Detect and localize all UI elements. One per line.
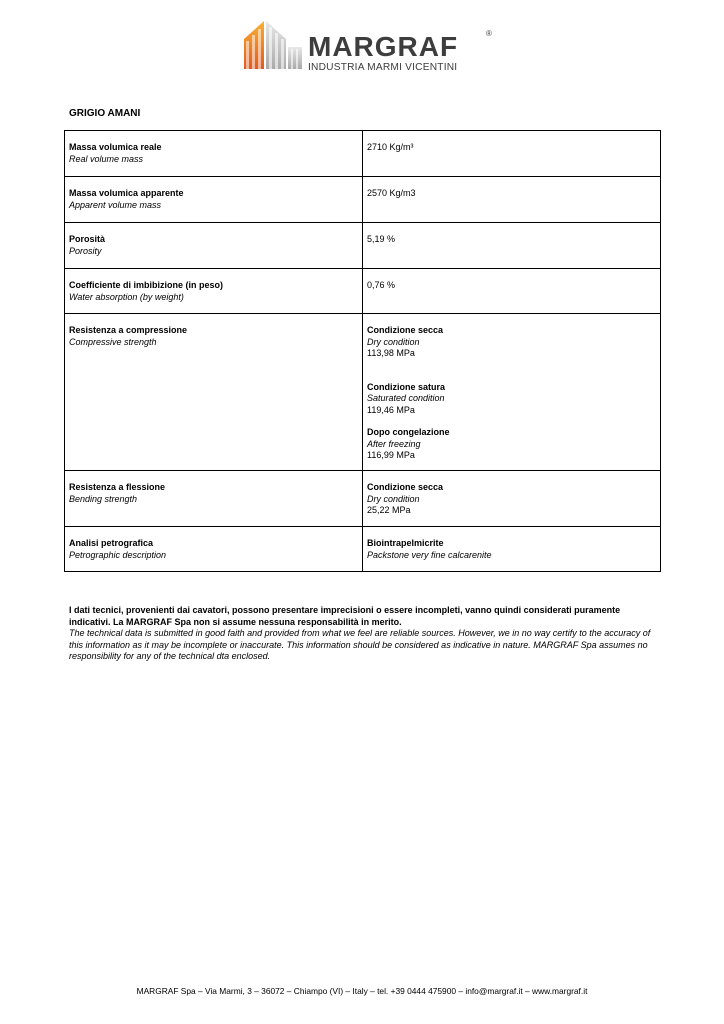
property-label-it: Resistenza a flessione (69, 482, 166, 492)
property-value-cell (363, 177, 661, 223)
petro-value-it: Biointrapelmicrite (367, 538, 444, 548)
footer-contact: MARGRAF Spa – Via Marmi, 3 – 36072 – Chiampo (VI) – Italy – tel. +39 0444 475900 – info@margraf.it – www.margraf.it (136, 986, 588, 996)
property-value-cell (363, 223, 661, 269)
property-label-cell (65, 527, 363, 572)
property-label-cell (65, 471, 363, 527)
property-label-it: Coefficiente di imbibizione (in peso) (69, 280, 224, 290)
condition-value: 25,22 MPa (367, 505, 411, 515)
condition-label-en: Dry condition (367, 336, 420, 347)
condition-value: 116,99 MPa (367, 450, 415, 460)
condition-label-en: After freezing (367, 438, 421, 449)
property-value-cell (363, 471, 661, 527)
disclaimer (69, 605, 659, 663)
table-row (65, 131, 661, 177)
logo-wordmark: MARGRAF (308, 31, 459, 62)
condition-value: 119,46 MPa (367, 404, 415, 415)
property-label-en: Compressive strength (69, 336, 157, 347)
property-label-cell (65, 177, 363, 223)
property-value: 0,76 % (367, 280, 396, 290)
condition-label-it: Dopo congelazione (367, 427, 450, 437)
disclaimer-it: I dati tecnici, provenienti dai cavatori, possono presentare imprecisioni o essere incompleti, vanno quindi considerati puramente indicativi. La MARGRAF Spa non si assume nessuna responsabilità in merito. (69, 605, 621, 627)
property-value-cell (363, 131, 661, 177)
property-value-cell (363, 269, 661, 314)
table-row (65, 471, 661, 527)
property-label-cell (65, 131, 363, 177)
property-value-cell (363, 314, 661, 471)
property-value-cell (363, 527, 661, 572)
property-label-cell (65, 223, 363, 269)
condition-value: 113,98 MPa (367, 348, 415, 358)
property-value: 2710 Kg/m³ (367, 142, 414, 152)
table-row (65, 269, 661, 314)
property-label-it: Massa volumica reale (69, 142, 162, 152)
property-label-en: Petrographic description (69, 549, 167, 560)
condition-label-it: Condizione secca (367, 482, 444, 492)
property-label-it: Resistenza a compressione (69, 325, 188, 335)
building-columns-logo-icon (242, 17, 304, 73)
property-label-en: Porosity (69, 245, 102, 256)
table-row (65, 177, 661, 223)
property-label-cell (65, 269, 363, 314)
registered-mark: ® (486, 29, 492, 38)
disclaimer-en: The technical data is submitted in good faith and provided from what we feel are reliable sources. However, we in no way certify to the accuracy of this information as it may be incomplete or inaccurate. This information should be considered as indicative in nature. MARGRAF Spa assumes no responsibility for any of the technical dta enclosed. (69, 628, 651, 661)
condition-label-it: Condizione secca (367, 325, 444, 335)
property-label-en: Water absorption (by weight) (69, 291, 184, 302)
condition-label-en: Saturated condition (367, 393, 445, 403)
petro-value-en: Packstone very fine calcarenite (367, 549, 492, 560)
table-row (65, 223, 661, 269)
property-label-it: Massa volumica apparente (69, 188, 184, 198)
property-label-en: Real volume mass (69, 153, 144, 164)
logo-tagline: INDUSTRIA MARMI VICENTINI (308, 62, 458, 73)
property-label-it: Analisi petrografica (69, 538, 154, 548)
page-title: GRIGIO AMANI (69, 108, 141, 119)
condition-label-en: Dry condition (367, 493, 420, 504)
condition-label-it: Condizione satura (367, 381, 446, 392)
table-row (65, 314, 661, 471)
table-row (65, 527, 661, 572)
margraf-logo (242, 17, 498, 73)
property-label-cell (65, 314, 363, 471)
properties-table (64, 130, 661, 572)
property-value: 5,19 % (367, 234, 396, 244)
property-value: 2570 Kg/m3 (367, 188, 416, 198)
property-label-it: Porosità (69, 234, 106, 244)
property-label-en: Bending strength (69, 493, 138, 504)
property-label-en: Apparent volume mass (69, 199, 162, 210)
